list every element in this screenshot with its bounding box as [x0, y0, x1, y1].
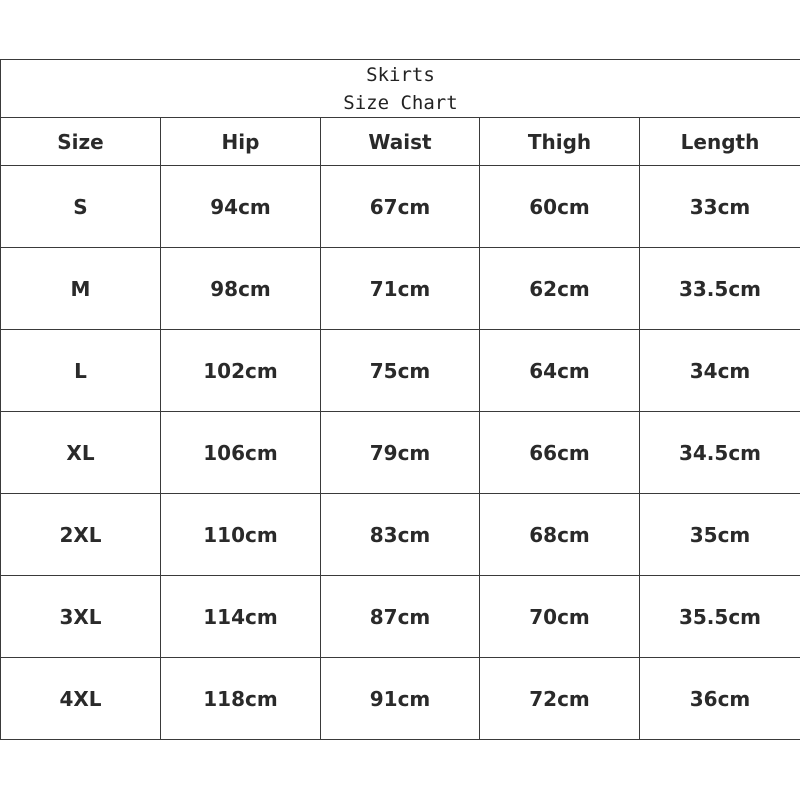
size-chart-table [0, 59, 800, 740]
cell-waist: 87cm [321, 576, 480, 658]
title-row [1, 60, 800, 118]
column-header-waist: Waist [321, 118, 480, 166]
table-row [1, 576, 800, 658]
column-header-size: Size [1, 118, 161, 166]
cell-hip: 110cm [161, 494, 321, 576]
cell-waist: 67cm [321, 166, 480, 248]
column-header-thigh: Thigh [480, 118, 640, 166]
cell-length: 34cm [640, 330, 800, 412]
cell-size: S [1, 166, 161, 248]
cell-thigh: 62cm [480, 248, 640, 330]
cell-hip: 114cm [161, 576, 321, 658]
title-line-2: Size Chart [343, 91, 458, 114]
cell-hip: 118cm [161, 658, 321, 740]
cell-length: 33.5cm [640, 248, 800, 330]
cell-thigh: 66cm [480, 412, 640, 494]
cell-size: 3XL [1, 576, 161, 658]
cell-length: 33cm [640, 166, 800, 248]
table-row [1, 248, 800, 330]
cell-hip: 94cm [161, 166, 321, 248]
cell-waist: 75cm [321, 330, 480, 412]
column-header-length: Length [640, 118, 800, 166]
cell-size: L [1, 330, 161, 412]
cell-thigh: 60cm [480, 166, 640, 248]
column-header-row [1, 118, 800, 166]
table-row [1, 330, 800, 412]
cell-hip: 106cm [161, 412, 321, 494]
cell-thigh: 70cm [480, 576, 640, 658]
table-row [1, 166, 800, 248]
title-line-1: Skirts [366, 63, 435, 86]
table-row [1, 658, 800, 740]
cell-size: 2XL [1, 494, 161, 576]
cell-waist: 83cm [321, 494, 480, 576]
cell-waist: 71cm [321, 248, 480, 330]
cell-thigh: 64cm [480, 330, 640, 412]
cell-waist: 79cm [321, 412, 480, 494]
cell-waist: 91cm [321, 658, 480, 740]
table-row [1, 412, 800, 494]
cell-length: 36cm [640, 658, 800, 740]
cell-size: XL [1, 412, 161, 494]
table-row [1, 494, 800, 576]
cell-length: 34.5cm [640, 412, 800, 494]
cell-hip: 98cm [161, 248, 321, 330]
cell-size: M [1, 248, 161, 330]
cell-thigh: 68cm [480, 494, 640, 576]
cell-length: 35.5cm [640, 576, 800, 658]
cell-hip: 102cm [161, 330, 321, 412]
cell-thigh: 72cm [480, 658, 640, 740]
column-header-hip: Hip [161, 118, 321, 166]
cell-length: 35cm [640, 494, 800, 576]
cell-size: 4XL [1, 658, 161, 740]
chart-title [1, 60, 800, 118]
